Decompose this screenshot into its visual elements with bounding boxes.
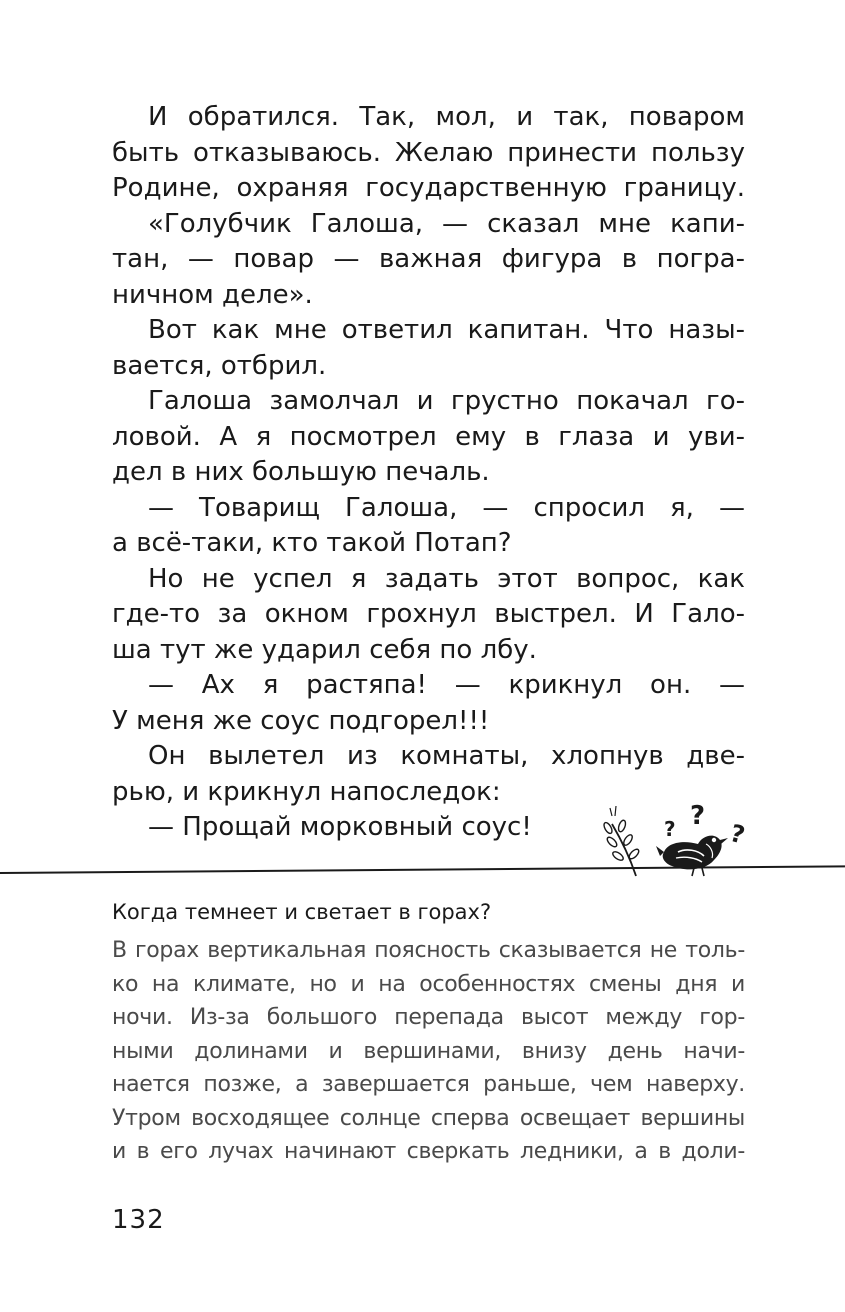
svg-text:?: ? bbox=[727, 818, 748, 850]
story-line: — Ах я растяпа! — крикнул он. — bbox=[148, 670, 745, 700]
story-line: быть отказываюсь. Желаю принести пользу bbox=[112, 137, 745, 168]
sidebar-line: нается позже, а завершается раньше, чем наверху. bbox=[112, 1072, 745, 1097]
story-line: рью, и крикнул напоследок: bbox=[112, 776, 501, 807]
sidebar-line: и в его лучах начинают сверкать ледники, а в доли- bbox=[112, 1139, 745, 1164]
story-line: дел в них большую печаль. bbox=[112, 457, 490, 487]
story-line: — Прощай морковный соус! bbox=[148, 812, 532, 842]
sidebar-line: ночи. Из-за большого перепада высот между гор- bbox=[112, 1005, 745, 1030]
sidebar-line: В горах вертикальная поясность сказывается не толь- bbox=[112, 938, 745, 963]
story-line: ша тут же ударил себя по лбу. bbox=[112, 634, 537, 665]
svg-text:?: ? bbox=[690, 801, 706, 831]
sidebar-title: Когда темнеет и светает в горах? bbox=[112, 900, 492, 924]
svg-text:?: ? bbox=[664, 817, 676, 841]
sidebar-text bbox=[112, 934, 745, 1169]
story-line: вается, отбрил. bbox=[112, 350, 327, 381]
story-line: «Голубчик Галоша, — сказал мне капи- bbox=[148, 208, 745, 239]
story-line: Вот как мне ответил капитан. Что назы- bbox=[148, 315, 745, 345]
story-line: ловой. А я посмотрел ему в глаза и уви- bbox=[112, 421, 745, 452]
sidebar-line: ными долинами и вершинами, внизу день начи- bbox=[112, 1038, 745, 1064]
story-line: Он вылетел из комнаты, хлопнув две- bbox=[148, 741, 745, 771]
story-line: где-то за окном грохнул выстрел. И Гало- bbox=[112, 599, 745, 629]
story-line: Галоша замолчал и грустно покачал го- bbox=[148, 386, 745, 416]
story-line: И обратился. Так, мол, и так, поваром bbox=[148, 102, 745, 132]
page-number: 132 bbox=[112, 1205, 165, 1235]
story-line: Родине, охраняя государственную границу. bbox=[112, 173, 745, 203]
story-line: а всё-таки, кто такой Потап? bbox=[112, 528, 512, 558]
story-line: тан, — повар — важная фигура в погра- bbox=[112, 244, 745, 274]
story-line: У меня же соус подгорел!!! bbox=[112, 705, 490, 736]
story-text bbox=[112, 100, 745, 846]
sidebar-line: Утром восходящее солнце сперва освещает вершины bbox=[112, 1105, 745, 1131]
sidebar-line: ко на климате, но и на особенностях смены дня и bbox=[112, 971, 745, 997]
story-line: — Товарищ Галоша, — спросил я, — bbox=[148, 492, 745, 523]
story-line: ничном деле». bbox=[112, 279, 313, 310]
story-line: Но не успел я задать этот вопрос, как bbox=[148, 563, 745, 594]
